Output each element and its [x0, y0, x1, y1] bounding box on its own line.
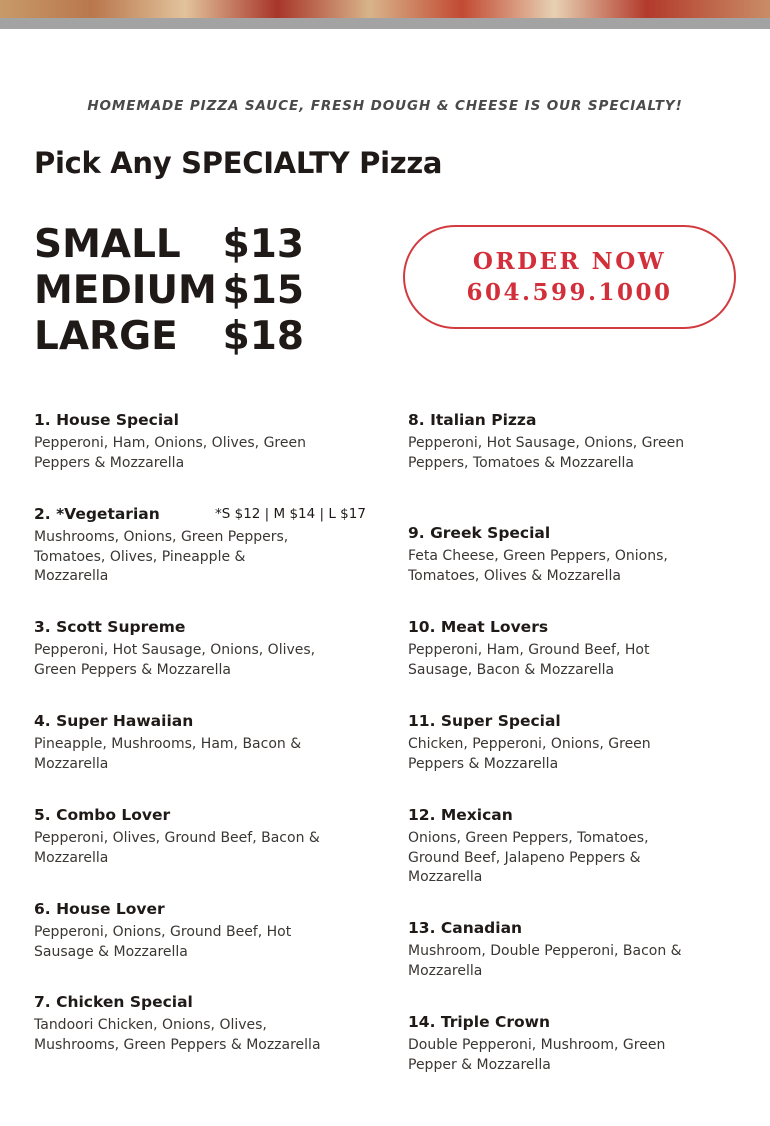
menu-item	[408, 804, 698, 888]
menu-item	[408, 710, 698, 774]
menu-item	[34, 616, 374, 680]
menu-item-name: 10. Meat Lovers	[408, 618, 549, 636]
tagline: HOMEMADE PIZZA SAUCE, FRESH DOUGH & CHEESE IS OUR SPECIALTY!	[87, 98, 683, 114]
menu-item-name: 5. Combo Lover	[34, 806, 171, 824]
menu-item-description: Pepperoni, Onions, Ground Beef, Hot Sausage & Mozzarella	[34, 924, 292, 960]
price-list	[34, 222, 324, 360]
menu-item	[408, 522, 698, 586]
price-amount: $15	[222, 268, 304, 313]
menu-item-description: Pepperoni, Ham, Ground Beef, Hot Sausage, Bacon & Mozzarella	[408, 642, 650, 678]
menu-item-price-note: *S $12 | M $14 | L $17	[215, 506, 366, 522]
menu-item	[408, 616, 698, 680]
price-size: SMALL	[34, 222, 181, 267]
price-row-large	[34, 314, 324, 360]
menu-item-description: Pepperoni, Olives, Ground Beef, Bacon & Mozzarella	[34, 830, 320, 866]
menu-item-name: 4. Super Hawaiian	[34, 712, 194, 730]
price-amount: $18	[222, 314, 304, 359]
menu-item-description: Pepperoni, Ham, Onions, Olives, Green Peppers & Mozzarella	[34, 435, 306, 471]
menu-item-description: Double Pepperoni, Mushroom, Green Pepper & Mozzarella	[408, 1037, 666, 1073]
menu-item	[34, 898, 374, 962]
order-now-label: ORDER NOW	[472, 248, 667, 275]
menu-item	[408, 917, 698, 981]
menu-item	[34, 991, 374, 1055]
menu-item-description: Mushrooms, Onions, Green Peppers, Tomatoes, Olives, Pineapple & Mozzarella	[34, 529, 289, 585]
menu-item-name: 12. Mexican	[408, 806, 513, 824]
menu-item-description: Chicken, Pepperoni, Onions, Green Peppers & Mozzarella	[408, 736, 651, 772]
menu-item	[34, 804, 374, 868]
menu-item-description: Pineapple, Mushrooms, Ham, Bacon & Mozzarella	[34, 736, 302, 772]
menu-item-name: 8. Italian Pizza	[408, 411, 537, 429]
order-now-button[interactable]	[403, 225, 736, 329]
menu-item-name: 1. House Special	[34, 411, 179, 429]
page-title: Pick Any SPECIALTY Pizza	[34, 146, 443, 180]
price-amount: $13	[222, 222, 304, 267]
menu-item	[34, 710, 374, 774]
menu-item-description: Onions, Green Peppers, Tomatoes, Ground Beef, Jalapeno Peppers & Mozzarella	[408, 830, 649, 886]
price-size: LARGE	[34, 314, 178, 359]
menu-item-description: Pepperoni, Hot Sausage, Onions, Green Peppers, Tomatoes & Mozzarella	[408, 435, 685, 471]
menu-item-description: Tandoori Chicken, Onions, Olives, Mushrooms, Green Peppers & Mozzarella	[34, 1017, 321, 1053]
menu-item-name: 2. *Vegetarian	[34, 505, 160, 523]
menu-item-name: 14. Triple Crown	[408, 1013, 551, 1031]
menu-item	[408, 1011, 698, 1075]
menu-item-name: 7. Chicken Special	[34, 993, 193, 1011]
menu-item-description: Mushroom, Double Pepperoni, Bacon & Mozzarella	[408, 943, 682, 979]
price-row-medium	[34, 268, 324, 314]
order-phone-link[interactable]: 604.599.1000	[466, 279, 673, 306]
price-row-small	[34, 222, 324, 268]
menu-item-name: 3. Scott Supreme	[34, 618, 186, 636]
menu-item-name: 11. Super Special	[408, 712, 561, 730]
menu-item-description: Feta Cheese, Green Peppers, Onions, Tomatoes, Olives & Mozzarella	[408, 548, 668, 584]
hero-divider	[0, 18, 770, 29]
menu-item	[34, 503, 374, 587]
menu-item-name: 6. House Lover	[34, 900, 165, 918]
price-size: MEDIUM	[34, 268, 217, 313]
menu-item-name: 13. Canadian	[408, 919, 523, 937]
hero-pizza-image	[0, 0, 770, 20]
menu-item-name: 9. Greek Special	[408, 524, 551, 542]
menu-item	[34, 409, 374, 473]
menu-item	[408, 409, 698, 473]
menu-item-description: Pepperoni, Hot Sausage, Onions, Olives, Green Peppers & Mozzarella	[34, 642, 316, 678]
